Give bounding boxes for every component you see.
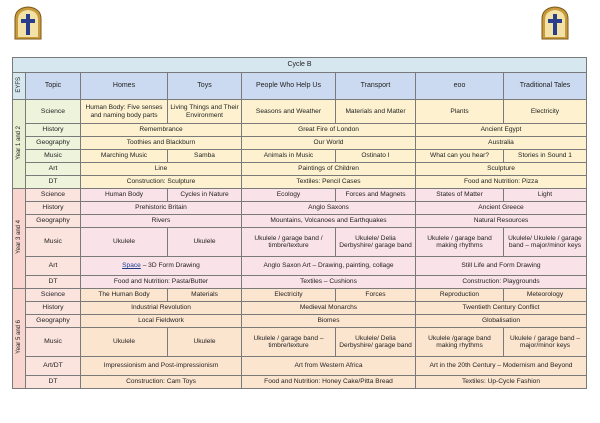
table-cell: Living Things and Their Environment xyxy=(168,100,242,124)
table-cell: Seasons and Weather xyxy=(242,100,336,124)
table-cell: Ukulele /garage band making rhythms xyxy=(416,328,504,357)
header-cell: Transport xyxy=(336,73,416,100)
table-cell: Construction: Playgrounds xyxy=(416,276,587,289)
table-cell: Ukulele / garage band making rhythms xyxy=(416,228,504,257)
subject-label: DT xyxy=(26,376,81,389)
table-cell: Food and Nutrition: Honey Cake/Pitta Bread xyxy=(242,376,416,389)
table-cell: Human Body xyxy=(81,189,168,202)
table-cell: Paintings of Children xyxy=(242,163,416,176)
table-cell: Ukulele xyxy=(81,228,168,257)
table-cell: Our World xyxy=(242,137,416,150)
subject-label: DT xyxy=(26,176,81,189)
table-cell: Forces and Magnets xyxy=(336,189,416,202)
table-row xyxy=(13,189,587,202)
table-row xyxy=(13,150,587,163)
table-cell: Ukulele/ Ukulele / garage band – major/minor keys xyxy=(504,228,587,257)
table-cell: Food and Nutrition: Pizza xyxy=(416,176,587,189)
subject-label: Geography xyxy=(26,137,81,150)
subject-label: Science xyxy=(26,100,81,124)
table-cell: Still Life and Form Drawing xyxy=(416,257,587,276)
table-cell: What can you hear? xyxy=(416,150,504,163)
subject-label: Music xyxy=(26,228,81,257)
table-row xyxy=(13,100,587,124)
subject-label: History xyxy=(26,124,81,137)
cycle-title: Cycle B xyxy=(13,58,587,73)
table-cell: Toothies and Blackburn xyxy=(81,137,242,150)
header-cell: People Who Help Us xyxy=(242,73,336,100)
table-cell: Construction: Sculpture xyxy=(81,176,242,189)
table-row xyxy=(13,215,587,228)
table-row xyxy=(13,228,587,257)
table-cell: Materials and Matter xyxy=(336,100,416,124)
table-cell: Textiles – Cushions xyxy=(242,276,416,289)
table-cell: Prehistoric Britain xyxy=(81,202,242,215)
table-cell: Line xyxy=(81,163,242,176)
table-cell: Remembrance xyxy=(81,124,242,137)
table-cell: Human Body: Five senses and naming body parts xyxy=(81,100,168,124)
table-cell: Ancient Egypt xyxy=(416,124,587,137)
table-cell: Animals in Music xyxy=(242,150,336,163)
table-cell: Plants xyxy=(416,100,504,124)
header-topic: Topic xyxy=(26,73,81,100)
table-cell: Mountains, Volcanoes and Earthquakes xyxy=(242,215,416,228)
table-cell: Ancient Greece xyxy=(416,202,587,215)
table-row xyxy=(13,328,587,357)
subject-label: Geography xyxy=(26,215,81,228)
table-row xyxy=(13,176,587,189)
table-cell: Local Fieldwork xyxy=(81,315,242,328)
table-cell: Impressionism and Post-impressionism xyxy=(81,357,242,376)
table-cell: Meteorology xyxy=(504,289,587,302)
year-group-label: Year 1 and 2 xyxy=(13,100,26,189)
table-cell: Light xyxy=(504,189,587,202)
table-row xyxy=(13,376,587,389)
table-row xyxy=(13,163,587,176)
curriculum-table xyxy=(12,57,587,389)
table-cell: Ukulele xyxy=(168,328,242,357)
table-cell: Art in the 20th Century – Modernism and Beyond xyxy=(416,357,587,376)
table-cell: Cycles in Nature xyxy=(168,189,242,202)
table-cell: Marching Music xyxy=(81,150,168,163)
table-cell: Forces xyxy=(336,289,416,302)
table-cell: Anglo Saxon Art – Drawing, painting, collage xyxy=(242,257,416,276)
subject-label: Art xyxy=(26,257,81,276)
table-cell: Rivers xyxy=(81,215,242,228)
table-cell: States of Matter xyxy=(416,189,504,202)
table-cell: Ecology xyxy=(242,189,336,202)
table-cell: Globalisation xyxy=(416,315,587,328)
table-row xyxy=(13,202,587,215)
table-row xyxy=(13,124,587,137)
table-row xyxy=(13,276,587,289)
table-cell: Ukulele/ Delia Derbyshire/ garage band xyxy=(336,228,416,257)
table-cell: Construction: Cam Toys xyxy=(81,376,242,389)
subject-label: Science xyxy=(26,189,81,202)
table-cell: Electricity xyxy=(504,100,587,124)
table-cell: Textiles: Up-Cycle Fashion xyxy=(416,376,587,389)
table-cell: Ukulele/ Delia Derbyshire/ garage band xyxy=(336,328,416,357)
table-cell: Industrial Revolution xyxy=(81,302,242,315)
table-cell: Ukulele xyxy=(168,228,242,257)
table-cell: Electricity xyxy=(242,289,336,302)
table-cell: Ukulele / garage band – major/minor keys xyxy=(504,328,587,357)
table-cell: Australia xyxy=(416,137,587,150)
table-cell: Natural Resources xyxy=(416,215,587,228)
table-row xyxy=(13,302,587,315)
table-cell: Ukulele xyxy=(81,328,168,357)
table-cell: Food and Nutrition: Pasta/Butter xyxy=(81,276,242,289)
header-cell: Toys xyxy=(168,73,242,100)
year-group-label: Year 3 and 4 xyxy=(13,189,26,289)
eyfs-label: EYFS xyxy=(13,73,26,100)
header-cell: eoo xyxy=(416,73,504,100)
table-cell: Art from Western Africa xyxy=(242,357,416,376)
stained-glass-window-left-icon xyxy=(13,6,43,40)
table-cell: Sculpture xyxy=(416,163,587,176)
subject-label: History xyxy=(26,202,81,215)
header-cell: Traditional Tales xyxy=(504,73,587,100)
table-cell: Anglo Saxons xyxy=(242,202,416,215)
table-cell: The Human Body xyxy=(81,289,168,302)
stained-glass-window-right-icon xyxy=(540,6,570,40)
table-cell: Textiles: Pencil Cases xyxy=(242,176,416,189)
table-row xyxy=(13,315,587,328)
subject-label: Science xyxy=(26,289,81,302)
table-cell: Medieval Monarchs xyxy=(242,302,416,315)
subject-label: Music xyxy=(26,150,81,163)
subject-label: Geography xyxy=(26,315,81,328)
table-row xyxy=(13,289,587,302)
subject-label: DT xyxy=(26,276,81,289)
space-link[interactable]: Space xyxy=(122,262,141,270)
subject-label: Music xyxy=(26,328,81,357)
table-cell: Ostinato I xyxy=(336,150,416,163)
table-cell: Samba xyxy=(168,150,242,163)
table-cell: Ukulele / garage band – timbre/texture xyxy=(242,328,336,357)
subject-label: Art xyxy=(26,163,81,176)
header-row xyxy=(13,73,587,100)
table-cell: Stories in Sound 1 xyxy=(504,150,587,163)
table-cell: Biomes xyxy=(242,315,416,328)
table-cell: Twentieth Century Conflict xyxy=(416,302,587,315)
subject-label: History xyxy=(26,302,81,315)
table-cell: Ukulele / garage band / timbre/texture xyxy=(242,228,336,257)
table-cell: Reproduction xyxy=(416,289,504,302)
table-cell: Great Fire of London xyxy=(242,124,416,137)
table-row xyxy=(13,137,587,150)
table-row xyxy=(13,357,587,376)
table-row xyxy=(13,257,587,276)
header-cell: Homes xyxy=(81,73,168,100)
table-cell xyxy=(81,257,242,276)
art-unit-text: – 3D Form Drawing xyxy=(142,262,200,270)
subject-label: Art/DT xyxy=(26,357,81,376)
year-group-label: Year 5 and 6 xyxy=(13,289,26,389)
table-cell: Materials xyxy=(168,289,242,302)
